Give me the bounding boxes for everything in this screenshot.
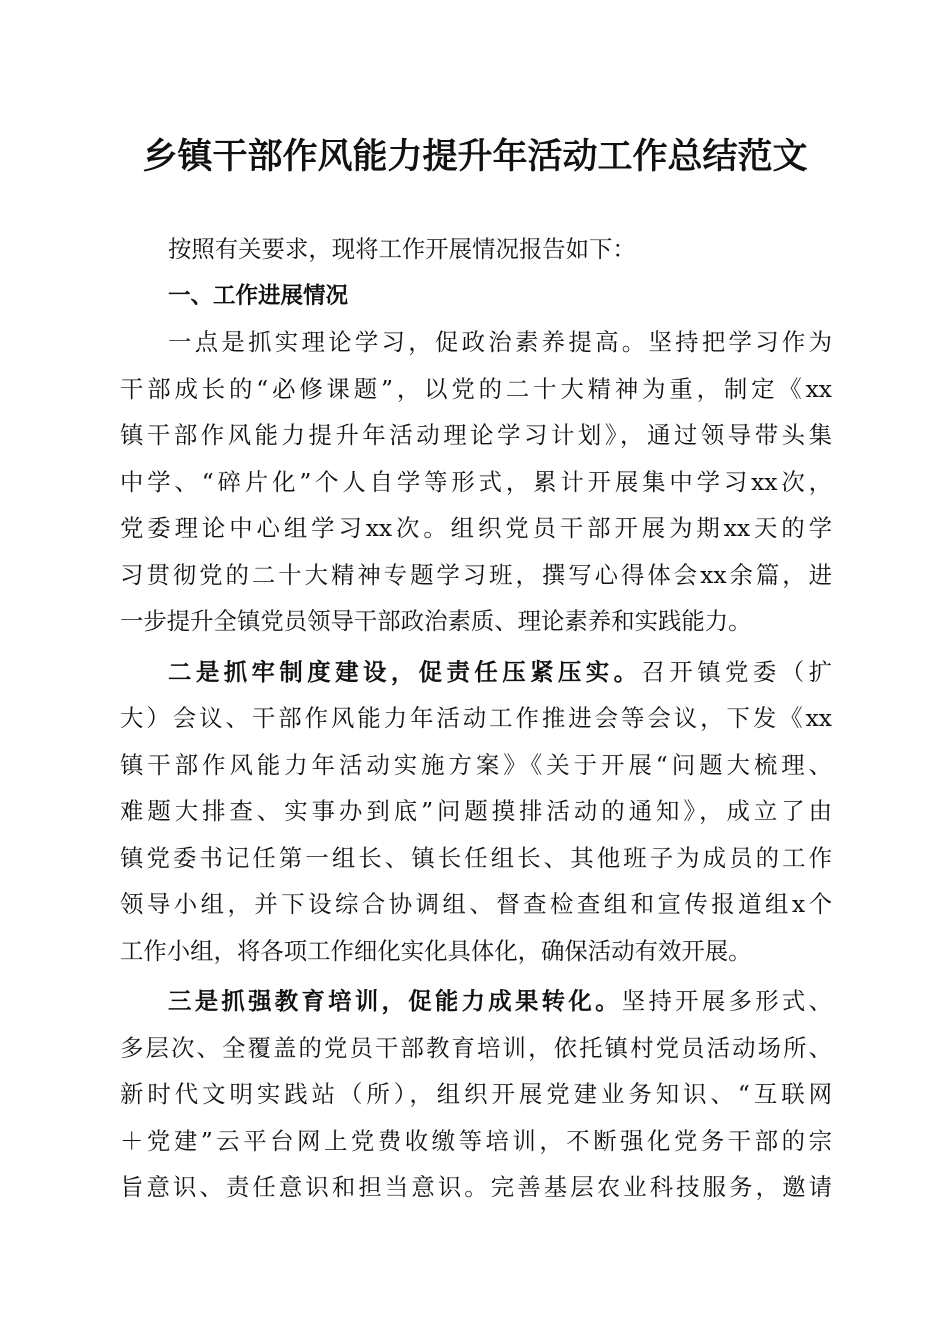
paragraph-2-lead: 二是抓牢制度建设，促责任压紧压实。 [168, 657, 642, 686]
paragraph-2-line: 难题大排查、实事办到底”问题摸排活动的通知》，成立了由 [120, 797, 832, 825]
document-title: 乡镇干部作风能力提升年活动工作总结范文 [142, 136, 808, 177]
paragraph-2-line-rest: 召开镇党委（扩 [641, 657, 833, 686]
paragraph-3 [120, 978, 832, 1211]
paragraph-1-line: 干部成长的“必修课题”，以党的二十大精神为重，制定《xx [120, 374, 832, 403]
document-body [120, 226, 832, 1211]
paragraph-2-line: 工作小组，将各项工作细化实化具体化，确保活动有效开展。 [120, 936, 752, 965]
paragraph-2 [120, 649, 832, 975]
paragraph-2-line: 镇干部作风能力年活动实施方案》《关于开展“问题大梳理、 [120, 750, 832, 779]
paragraph-1-line: 党委理论中心组学习xx次。组织党员干部开展为期xx天的学 [120, 514, 832, 542]
paragraph-2-line: 领导小组，并下设综合协调组、督查检查组和宣传报道组x个 [120, 890, 832, 918]
paragraph-1-line: 中学、“碎片化”个人自学等形式，累计开展集中学习xx次， [120, 467, 832, 496]
paragraph-2-line [120, 649, 832, 696]
paragraph-3-line: 新时代文明实践站（所），组织开展党建业务知识、“互联网 [120, 1080, 832, 1108]
paragraph-1-line: 一点是抓实理论学习，促政治素养提高。坚持把学习作为 [168, 328, 832, 356]
paragraph-2-line: 镇党委书记任第一组长、镇长任组长、其他班子为成员的工作 [120, 843, 832, 872]
paragraph-1-line: 镇干部作风能力提升年活动理论学习计划》，通过领导带头集 [120, 421, 832, 449]
section-heading: 一、工作进展情况 [168, 282, 349, 309]
paragraph-1 [120, 319, 832, 645]
paragraph-3-line [120, 978, 832, 1025]
paragraph-3-lead: 三是抓强教育培训，促能力成果转化。 [168, 987, 622, 1015]
paragraph-3-line: 旨意识、责任意识和担当意识。完善基层农业科技服务，邀请 [120, 1173, 832, 1201]
paragraph-2-line: 大）会议、干部作风能力年活动工作推进会等会议，下发《xx [120, 704, 832, 732]
paragraph-1-line: 习贯彻党的二十大精神专题学习班，撰写心得体会xx余篇，进 [120, 560, 832, 589]
paragraph-3-line-rest: 坚持开展多形式、 [621, 987, 833, 1015]
intro-paragraph: 按照有关要求，现将工作开展情况报告如下： [168, 235, 636, 263]
paragraph-1-line: 一步提升全镇党员领导干部政治素质、理论素养和实践能力。 [120, 607, 752, 635]
paragraph-3-line: ＋党建”云平台网上党费收缴等培训，不断强化党务干部的宗 [120, 1126, 832, 1155]
paragraph-3-line: 多层次、全覆盖的党员干部教育培训，依托镇村党员活动场所、 [120, 1033, 832, 1062]
